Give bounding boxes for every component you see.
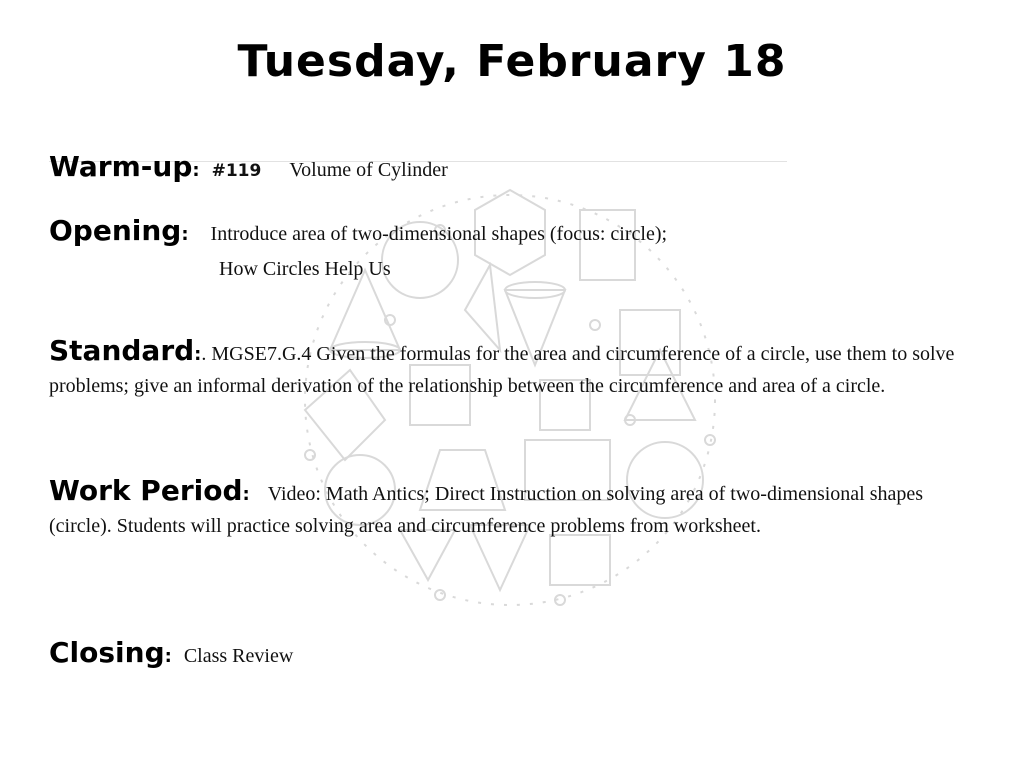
warmup-number: #119 <box>211 161 262 181</box>
opening-sep: : <box>181 224 189 245</box>
work-period-text: Video: Math Antics; Direct Instruction on solving area of two-dimensional shapes (circle). Students will practice solving area and circumference problems from worksheet. <box>49 483 924 537</box>
warmup-line <box>49 150 448 183</box>
warmup-text: Volume of Cylinder <box>289 159 448 181</box>
closing-line <box>49 636 293 669</box>
work-period-sep: : <box>242 484 250 505</box>
closing-label: Closing <box>49 636 165 669</box>
standard-paragraph <box>49 336 989 403</box>
closing-sep: : <box>164 646 172 667</box>
warmup-sep: : <box>192 160 200 181</box>
standard-label: Standard <box>49 334 195 367</box>
opening-line <box>49 214 667 247</box>
page-title: Tuesday, February 18 <box>237 36 787 87</box>
opening-text-line2: How Circles Help Us <box>219 258 391 280</box>
opening-label: Opening <box>49 214 182 247</box>
work-period-paragraph <box>49 476 989 543</box>
standard-sep: : <box>194 344 202 365</box>
closing-text: Class Review <box>183 645 294 667</box>
work-period-label: Work Period <box>49 474 243 507</box>
warmup-label: Warm-up <box>49 150 193 183</box>
standard-text: . MGSE7.G.4 Given the formulas for the area and circumference of a circle, use them to solve problems; give an informal derivation of the relationship between the circumference and area of a circle. <box>49 343 955 397</box>
opening-text-line1: Introduce area of two-dimensional shapes (focus: circle); <box>210 223 668 245</box>
